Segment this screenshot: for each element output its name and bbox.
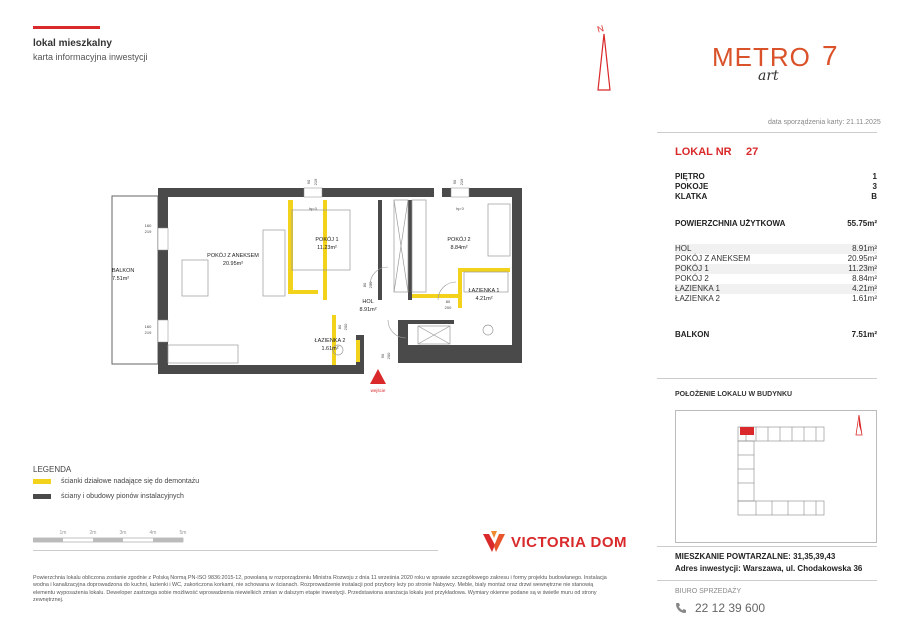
svg-text:219: 219 <box>459 178 464 186</box>
svg-text:3m: 3m <box>119 530 127 536</box>
area-row: ŁAZIENKA 1 4.21m² <box>675 284 877 293</box>
divider <box>657 378 877 379</box>
room-lazienka2-name: ŁAZIENKA 2 <box>314 338 346 344</box>
document-title: lokal mieszkalny <box>33 38 112 49</box>
phone-number[interactable]: 22 12 39 600 <box>695 601 766 615</box>
metro-art-logo <box>712 40 842 100</box>
svg-text:80: 80 <box>445 299 451 304</box>
legend-swatch-grey <box>33 494 51 499</box>
room-pokoj2-name: POKÓJ 2 <box>447 237 471 243</box>
divider <box>657 132 877 133</box>
room-hol-name: HOL <box>362 299 374 305</box>
svg-text:90: 90 <box>452 179 457 185</box>
area-row: POKÓJ Z ANEKSEM 20.95m² <box>675 254 877 263</box>
svg-text:4m: 4m <box>149 530 157 536</box>
room-pokoj-aneks-area: 20.95m² <box>222 261 244 267</box>
svg-text:160: 160 <box>144 223 152 228</box>
svg-text:hp 0: hp 0 <box>309 206 317 211</box>
svg-text:1m: 1m <box>59 530 67 536</box>
victoria-dom-mark-icon <box>483 531 505 553</box>
info-powierzchnia: POWIERZCHNIA UŻYTKOWA 55.75m² <box>675 219 877 228</box>
entrance-label: wejście <box>370 388 386 393</box>
sales-phone[interactable] <box>675 601 765 615</box>
svg-text:N: N <box>596 23 605 35</box>
room-pokoj2-area: 8.84m² <box>450 245 468 251</box>
svg-text:2m: 2m <box>89 530 97 536</box>
north-arrow-icon <box>588 20 616 92</box>
legend-instalacyjne: ściany i obudowy pionów instalacyjnych <box>33 493 184 500</box>
logo-metro-text: METRO <box>712 42 811 72</box>
svg-text:219: 219 <box>144 330 152 335</box>
building-outline <box>676 411 876 542</box>
area-row: ŁAZIENKA 2 1.61m² <box>675 294 877 303</box>
lokal-number: 27 <box>746 146 759 158</box>
footer-divider <box>33 550 438 551</box>
svg-text:219: 219 <box>313 178 318 186</box>
entrance-icon <box>370 369 386 384</box>
room-pokoj1-area: 11.23m² <box>317 245 337 251</box>
building-location-map <box>675 410 877 543</box>
svg-text:200: 200 <box>343 323 348 331</box>
area-row: POKÓJ 2 8.84m² <box>675 274 877 283</box>
svg-text:5m: 5m <box>179 530 187 536</box>
svg-text:200: 200 <box>368 281 373 289</box>
room-lazienka1-area: 4.21m² <box>475 296 493 302</box>
room-lazienka1-name: ŁAZIENKA 1 <box>468 288 500 294</box>
disclaimer-text: Powierzchnia lokalu obliczona zostanie zgodnie z Polską Normą PN-ISO 9836:2015-12, powołaną w rozporządzeniu Ministra Rozwoju z dnia 11 września 2020 roku w sprawie szczegółowego zakresu i formy projektu budowlanego. Instalacja wodna i kanalizacyjna doprowadzona do kuchni, łazienki i WC, zakończona korkami, nie schowana w ścianach. Rozprowadzenie instalacji pod przybory leży po stronie Nabywcy. Meble, bialy montaż oraz drzwi wewnętrzne nie stanowią elementu wyposażenia lokalu. Deweloper zastrzega sobie możliwość wprowadzenia niewielkich zmian w dalszym etapie inwestycji. Przedstawiona aranżacja lokalu jest przykładowa. Wymiary okienne podane są w świetle muru od strony zewnętrznej. <box>33 575 607 603</box>
svg-text:219: 219 <box>144 229 152 234</box>
repeat-units: MIESZKANIE POWTARZALNE: 31,35,39,43 <box>675 552 836 561</box>
svg-text:80: 80 <box>362 282 367 288</box>
investment-address: Adres inwestycji: Warszawa, ul. Chodakowska 36 <box>675 564 863 573</box>
room-balkon-area: 7.51m² <box>112 276 130 282</box>
area-row: POKÓJ 1 11.23m² <box>675 264 877 273</box>
info-balkon: BALKON 7.51m² <box>675 330 877 339</box>
svg-text:200: 200 <box>386 352 391 360</box>
svg-text:200: 200 <box>444 305 452 310</box>
room-balkon-name: BALKON <box>112 268 135 274</box>
logo-art-text: art <box>758 68 779 84</box>
svg-text:80: 80 <box>337 324 342 330</box>
scale-bar <box>33 526 223 546</box>
svg-text:90: 90 <box>306 179 311 185</box>
svg-text:90: 90 <box>380 353 385 359</box>
unit-highlight <box>740 427 754 435</box>
header-accent-bar <box>33 26 100 29</box>
room-pokoj-aneks-name: POKÓJ Z ANEKSEM <box>207 253 259 259</box>
legend-title: LEGENDA <box>33 465 72 474</box>
divider <box>657 546 877 547</box>
svg-text:160: 160 <box>144 324 152 329</box>
area-row: HOL 8.91m² <box>675 244 877 253</box>
info-pokoje: POKOJE 3 <box>675 182 877 191</box>
document-subtitle: karta informacyjna inwestycji <box>33 52 148 62</box>
room-pokoj1-name: POKÓJ 1 <box>315 237 339 243</box>
divider <box>657 580 877 581</box>
area-list <box>675 244 877 304</box>
lokal-label: LOKAL NR <box>675 146 732 158</box>
logo-seven-text: 7 <box>822 40 838 71</box>
phone-icon <box>675 602 687 614</box>
creation-date: data sporządzenia karty: 21.11.2025 <box>768 119 881 126</box>
polozenie-title: POŁOŻENIE LOKALU W BUDYNKU <box>675 391 793 398</box>
svg-text:hp 0: hp 0 <box>456 206 464 211</box>
room-hol-area: 8.91m² <box>359 307 377 313</box>
legend-demontaz: ścianki działowe nadające się do demontażu <box>33 478 199 485</box>
sales-office-label: BIURO SPRZEDAŻY <box>675 588 742 595</box>
victoria-dom-logo <box>483 531 627 553</box>
room-lazienka2-area: 1.61m² <box>321 346 339 352</box>
legend-swatch-yellow <box>33 479 51 484</box>
info-klatka: KLATKA B <box>675 192 877 201</box>
brand-name: VICTORIA DOM <box>511 533 628 551</box>
floor-plan <box>108 160 548 400</box>
info-pietro: PIĘTRO 1 <box>675 172 877 181</box>
